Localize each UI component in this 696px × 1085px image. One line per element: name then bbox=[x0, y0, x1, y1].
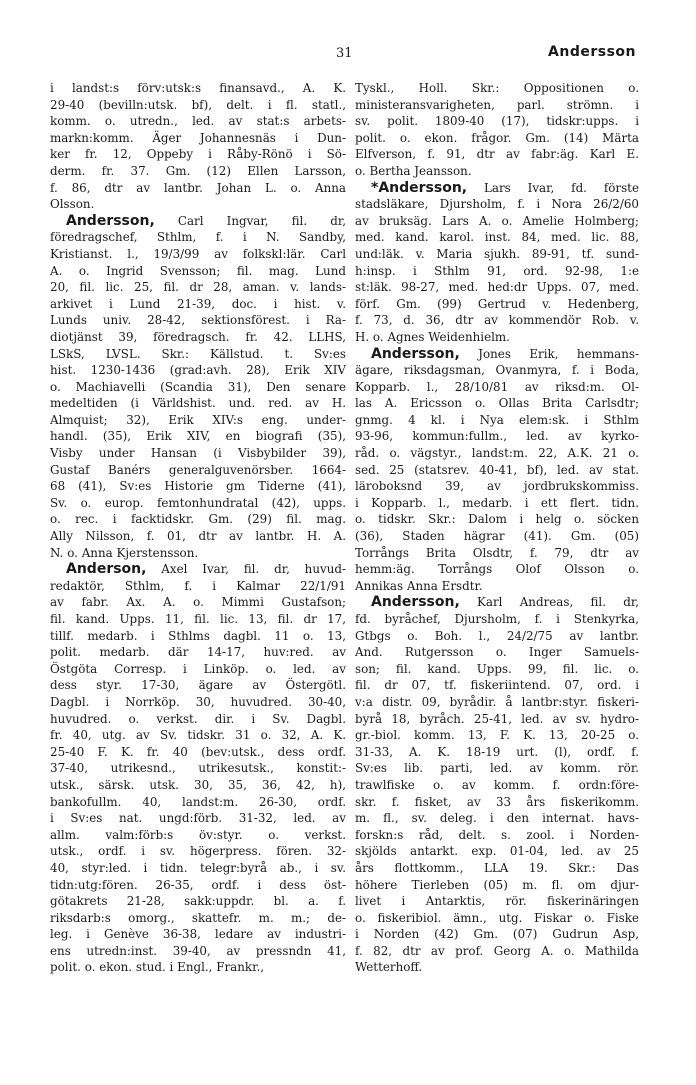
text-line: H. o. Agnes Weidenhielm. bbox=[355, 329, 510, 344]
text-line: av fabr. Ax. A. o. Mimmi Gustafson; bbox=[50, 595, 346, 610]
text-line: 40, styr:led. i tidn. telegr:byrå ab., i sv. bbox=[50, 860, 346, 875]
text-line: Almquist; 32), Erik XIV:s eng. under- bbox=[50, 412, 346, 427]
text-line: v:a distr. 09, byrådir. å lantbr:styr. fiskeri- bbox=[355, 694, 639, 709]
text-line: Gtbgs o. Boh. l., 24/2/75 av lantbr. bbox=[355, 628, 639, 643]
text-line: diotjänst 39, föredragsch. fr. 42. LLHS, bbox=[50, 329, 346, 344]
text-line: 37-40, utrikesnd., utrikesutsk., konstit:- bbox=[50, 761, 346, 776]
text-line: ägare, riksdagsman, Ovanmyra, f. i Boda, bbox=[355, 363, 639, 378]
text-line: fr. 40, utg. av Sv. tidskr. 31 o. 32, A. K. bbox=[50, 728, 346, 743]
text-line: gnmg. 4 kl. i Nya elem:sk. i Sthlm bbox=[355, 412, 639, 427]
text-line: föredragschef, Sthlm, f. i N. Sandby, bbox=[50, 230, 346, 245]
text-line: utsk., ordf. i sv. högerpress. fören. 32- bbox=[50, 844, 346, 859]
text-line: Lunds univ. 28-42, sektionsförest. i Ra- bbox=[50, 313, 346, 328]
text-line: forskn:s råd, delt. s. zool. i Norden- bbox=[355, 827, 639, 842]
text-line: allm. valm:förb:s öv:styr. o. verkst. bbox=[50, 827, 346, 842]
text-line: sv. polit. 1809-40 (17), tidskr:upps. i bbox=[355, 114, 639, 129]
text-line: medeltiden (i Världshist. und. red. av H. bbox=[50, 396, 346, 411]
text-line: tidn:utg:fören. 26-35, ordf. i dess öst- bbox=[50, 877, 346, 892]
text-line: N. o. Anna Kjerstensson. bbox=[50, 545, 199, 560]
text-line: Anderson, Axel Ivar, fil. dr, huvud- bbox=[66, 561, 346, 578]
text-line: hist. 1230-1436 (grad:avh. 28), Erik XIV bbox=[50, 363, 346, 378]
text-line: Torrångs Brita Olsdtr, f. 79, dtr av bbox=[355, 545, 639, 560]
text-line: gr.-biol. komm. 13, F. K. 13, 20-25 o. bbox=[355, 728, 639, 743]
text-line: markn:komm. Äger Johannesnäs i Dun- bbox=[50, 130, 346, 145]
text-line: fil. dr 07, tf. fiskeriintend. 07, ord. i bbox=[355, 678, 639, 693]
text-line: Wetterhoff. bbox=[355, 960, 423, 975]
text-line: leg. i Genève 36-38, ledare av industri- bbox=[50, 927, 346, 942]
text-line: med. kand. karol. inst. 84, med. lic. 88, bbox=[355, 230, 639, 245]
text-line: f. 86, dtr av lantbr. Johan L. o. Anna bbox=[50, 180, 346, 195]
text-line: f. 73, d. 36, dtr av kommendör Rob. v. bbox=[355, 313, 639, 328]
page-number: 31 bbox=[336, 46, 353, 61]
left-column bbox=[50, 80, 346, 976]
text-line: h:insp. i Sthlm 91, ord. 92-98, 1:e bbox=[355, 263, 639, 278]
text-line: Dagbl. i Norrköp. 30, huvudred. 30-40, bbox=[50, 694, 346, 709]
text-line: son; fil. kand. Upps. 99, fil. lic. o. bbox=[355, 661, 639, 676]
text-line: Gustaf Banérs generalguvenörsber. 1664- bbox=[50, 462, 346, 477]
text-line: götakrets 21-28, sakk:uppdr. bl. a. f. bbox=[50, 894, 346, 909]
text-line: Elfverson, f. 91, dtr av fabr:äg. Karl E. bbox=[355, 147, 639, 162]
text-line: byrå 18, byråch. 25-41, led. av sv. hydro- bbox=[355, 711, 639, 726]
text-line: stadsläkare, Djursholm, f. i Nora 26/2/60 bbox=[355, 197, 639, 212]
text-line: höhere Tierleben (05) m. fl. om djur- bbox=[355, 877, 639, 892]
text-line: 31-33, A. K. 18-19 urt. (l), ordf. f. bbox=[355, 744, 639, 759]
text-line: ministeransvarigheten, parl. strömn. i bbox=[355, 97, 639, 112]
text-line: Andersson, Carl Ingvar, fil. dr, bbox=[66, 212, 346, 229]
text-line: trawlfiske o. av komm. f. ordn:före- bbox=[355, 777, 639, 792]
text-line: Östgöta Corresp. i Linköp. o. led. av bbox=[50, 661, 346, 676]
text-line: *Andersson, Lars Ivar, fd. förste bbox=[371, 179, 639, 196]
text-line: f. 82, dtr av prof. Georg A. o. Mathilda bbox=[355, 943, 639, 958]
text-line: tillf. medarb. i Sthlms dagbl. 11 o. 13, bbox=[50, 628, 346, 643]
text-line: fd. byråchef, Djursholm, f. i Stenkyrka, bbox=[355, 612, 639, 626]
text-line: handl. (35), Erik XIV, en biografi (35), bbox=[50, 429, 346, 444]
text-line: Visby under Hansan (i Visbybilder 39), bbox=[50, 446, 346, 461]
text-line: ker fr. 12, Oppeby i Råby-Rönö i Sö- bbox=[50, 147, 346, 162]
text-line: Ally Nilsson, f. 01, dtr av lantbr. H. A. bbox=[50, 529, 346, 544]
text-line: st:läk. 98-27, med. hed:dr Upps. 07, med. bbox=[355, 280, 639, 295]
text-line: i Norden (42) Gm. (07) Gudrun Asp, bbox=[355, 927, 639, 942]
text-line: o. Bertha Jeansson. bbox=[355, 163, 472, 178]
text-line: förf. Gm. (99) Gertrud v. Hedenberg, bbox=[355, 296, 639, 311]
running-head: Andersson bbox=[548, 44, 636, 60]
text-line: las A. Ericsson o. Ollas Brita Carlsdtr; bbox=[355, 396, 639, 411]
text-line: utsk., särsk. utsk. 30, 35, 36, 42, h), bbox=[50, 777, 346, 792]
text-line: arkivet i Lund 21-39, doc. i hist. v. bbox=[50, 296, 346, 311]
text-line: Andersson, Jones Erik, hemmans- bbox=[371, 345, 639, 362]
text-line: 93-96, kommun:fullm., led. av kyrko- bbox=[355, 429, 639, 444]
text-line: av bruksäg. Lars A. o. Amelie Holmberg; bbox=[355, 213, 639, 228]
text-line: skr. f. fisket, av 33 års fiskerikomm. bbox=[355, 794, 639, 809]
text-line: o. Machiavelli (Scandia 31), Den senare bbox=[50, 379, 346, 394]
text-line: komm. o. utredn., led. av stat:s arbets- bbox=[50, 114, 346, 129]
text-line: derm. fr. 37. Gm. (12) Ellen Larsson, bbox=[50, 163, 346, 178]
text-line: 29-40 (bevilln:utsk. bf), delt. i fl. statl., bbox=[50, 97, 346, 112]
text-line: hemm:äg. Torrångs Olof Olsson o. bbox=[355, 562, 639, 577]
text-line: sed. 25 (statsrev. 40-41, bf), led. av stat. bbox=[355, 462, 639, 477]
text-line: o. tidskr. Skr.: Dalom i helg o. söcken bbox=[355, 512, 639, 527]
text-line: Kopparb. l., 28/10/81 av riksd:m. Ol- bbox=[355, 379, 639, 394]
text-line: i landst:s förv:utsk:s finansavd., A. K. bbox=[50, 81, 346, 95]
text-line: 25-40 F. K. fr. 40 (bev:utsk., dess ordf. bbox=[50, 744, 346, 759]
text-line: huvudred. o. verkst. dir. i Sv. Dagbl. bbox=[50, 711, 346, 726]
text-line: 68 (41), Sv:es Historie gm Tiderne (41), bbox=[50, 479, 346, 494]
text-line: 20, fil. lic. 25, fil. dr 28, aman. v. lands- bbox=[50, 280, 346, 295]
text-line: års flottkomm., LLA 19. Skr.: Das bbox=[355, 860, 639, 875]
text-line: redaktör, Sthlm, f. i Kalmar 22/1/91 bbox=[50, 578, 346, 593]
text-line: Kristianst. l., 19/3/99 av folkskl:lär. Carl bbox=[50, 246, 346, 261]
text-line: i Sv:es nat. ungd:förb. 31-32, led. av bbox=[50, 811, 346, 826]
text-line: livet i Antarktis, rör. fiskerinäringen bbox=[355, 894, 639, 909]
right-column bbox=[355, 80, 639, 976]
text-line: läroboksnd 39, av jordbrukskommiss. bbox=[355, 479, 639, 494]
text-line: A. o. Ingrid Svensson; fil. mag. Lund bbox=[50, 263, 346, 278]
text-line: fil. kand. Upps. 11, fil. lic. 13, fil. dr 17, bbox=[50, 612, 346, 626]
text-line: riksdarb:s omorg., skattefr. m. m.; de- bbox=[50, 910, 346, 925]
text-line: LSkS, LVSL. Skr.: Källstud. t. Sv:es bbox=[50, 346, 346, 361]
text-line: m. fl., sv. deleg. i den internat. havs- bbox=[355, 811, 639, 826]
text-line: dess styr. 17-30, ägare av Östergötl. bbox=[50, 678, 346, 693]
text-line: Sv:es lib. parti, led. av komm. rör. bbox=[355, 761, 639, 776]
text-line: ens utredn:inst. 39-40, av pressndn 41, bbox=[50, 943, 346, 958]
text-line: o. fiskeribiol. ämn., utg. Fiskar o. Fiske bbox=[355, 910, 639, 925]
text-line: Olsson. bbox=[50, 197, 95, 212]
text-line: skjölds antarkt. exp. 01-04, led. av 25 bbox=[355, 844, 639, 859]
text-line: bankofullm. 40, landst:m. 26-30, ordf. bbox=[50, 794, 346, 809]
text-line: råd. o. vägstyr., landst:m. 22, A.K. 21 o. bbox=[355, 446, 639, 461]
text-line: und:läk. v. Maria sjukh. 89-91, tf. sund- bbox=[355, 246, 639, 261]
text-line: o. rec. i facktidskr. Gm. (29) fil. mag. bbox=[50, 512, 346, 527]
text-line: i Kopparb. l., medarb. i ett flert. tidn. bbox=[355, 495, 639, 510]
text-line: Sv. o. europ. femtonhundratal (42), upps. bbox=[50, 495, 346, 510]
text-line: polit. o. ekon. stud. i Engl., Frankr., bbox=[50, 960, 265, 975]
text-line: Annikas Anna Ersdtr. bbox=[355, 578, 483, 593]
text-line: polit. o. ekon. frågor. Gm. (14) Märta bbox=[355, 130, 639, 145]
text-line: Tyskl., Holl. Skr.: Oppositionen o. bbox=[355, 81, 639, 95]
text-line: polit. medarb. där 14-17, huv:red. av bbox=[50, 645, 346, 660]
text-line: And. Rutgersson o. Inger Samuels- bbox=[355, 645, 639, 660]
text-line: Andersson, Karl Andreas, fil. dr, bbox=[371, 594, 639, 611]
text-line: (36), Staden hägrar (41). Gm. (05) bbox=[355, 529, 639, 544]
